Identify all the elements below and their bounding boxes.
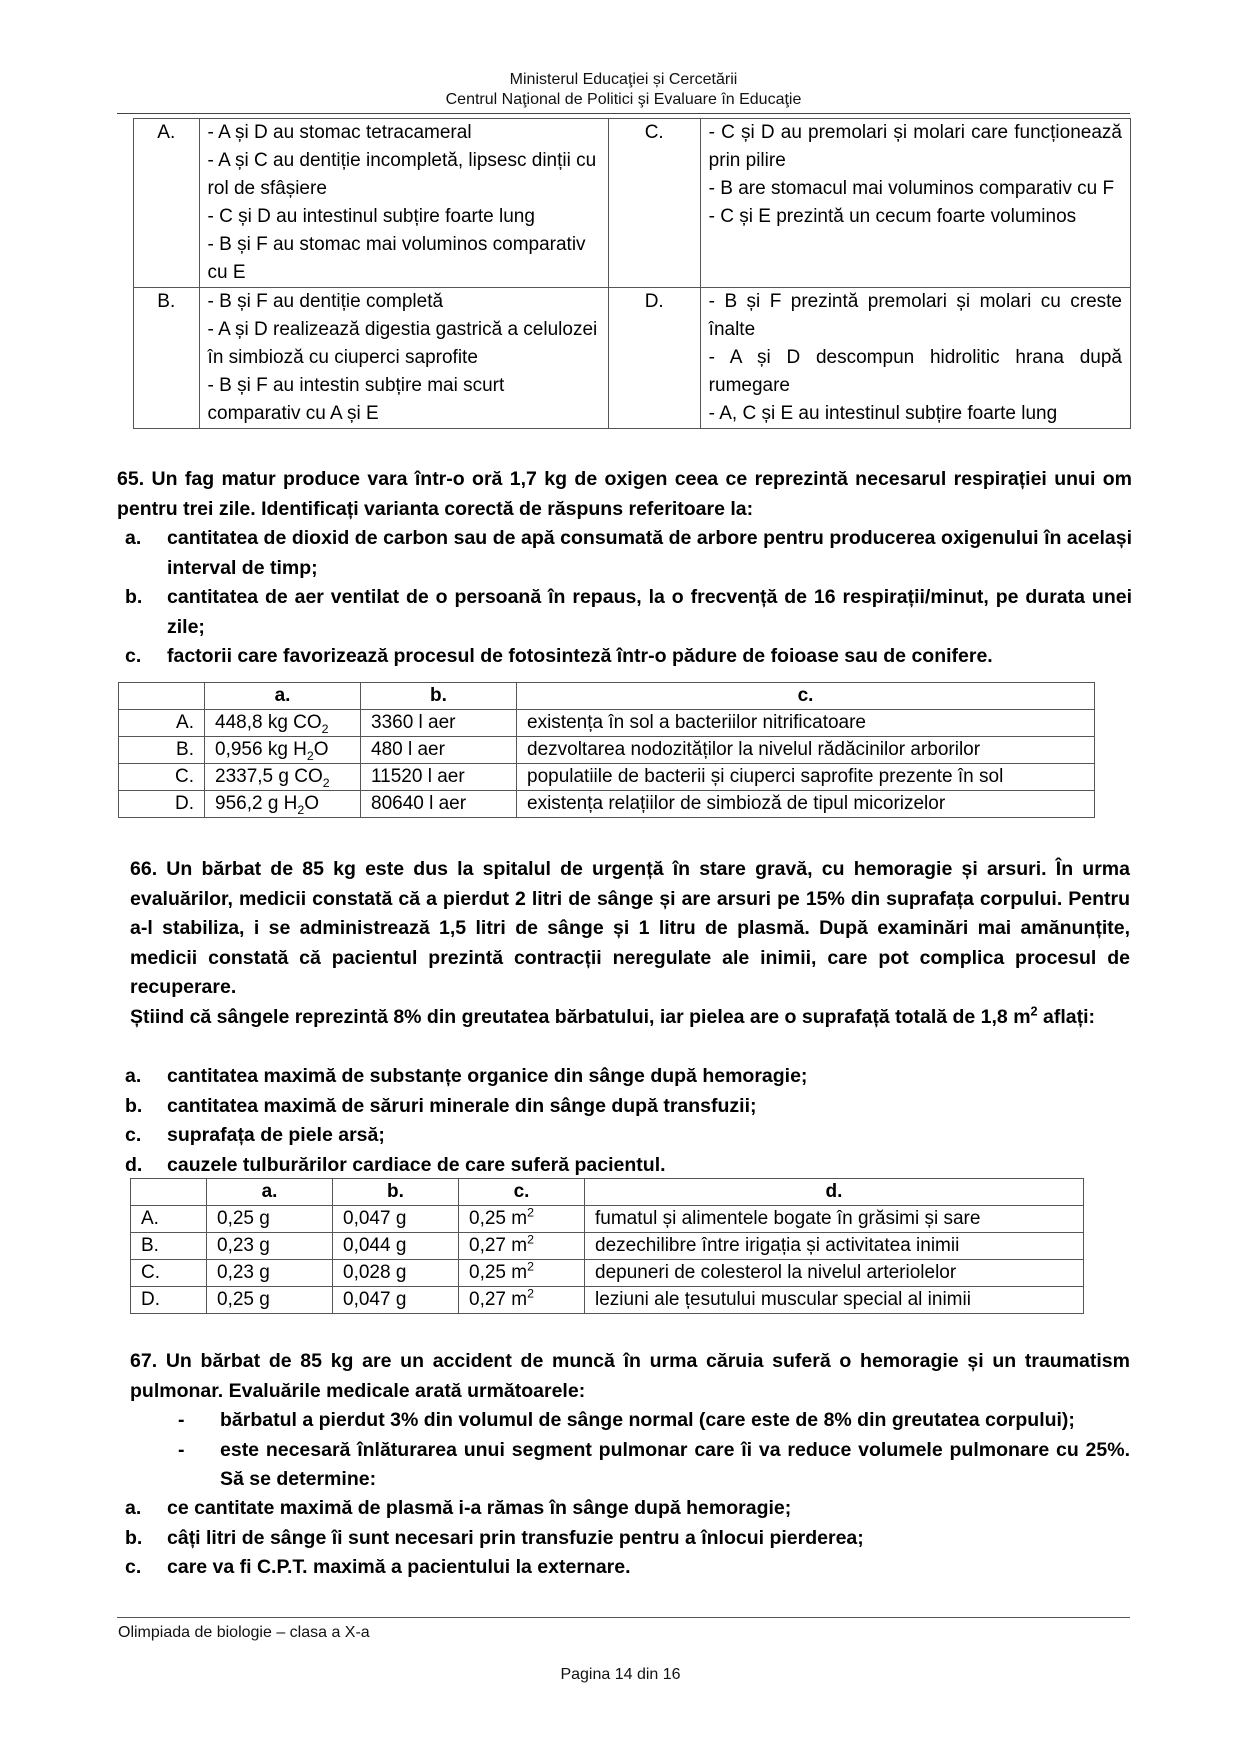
cell-a: 0,956 kg $H_2O$ (205, 737, 361, 764)
table-row (119, 764, 1095, 791)
question-stem: 66. Un bărbat de 85 kg este dus la spitalul de urgență în stare gravă, cu hemoragie și arsuri. În urma evaluărilor, medicii constată că a pierdut 2 litri de sânge și are arsuri pe 15% din suprafața corpului. Pentru a-l stabiliza, i se administrează 1,5 litri de sânge și 1 litru de plasmă. După examinări mai amănunțite, medicii constată că pacientul prezintă contracții neregulate ale inimii, care pot complica procesul de recuperare. (130, 858, 1130, 998)
table-row (131, 1260, 1084, 1287)
cell-b: 480 l aer (361, 737, 517, 764)
table-header-row (131, 1179, 1084, 1206)
question-item (117, 1553, 1132, 1583)
column-header: c. (517, 683, 1095, 710)
cell-c: 0,25 $m^2$ (459, 1260, 585, 1287)
table-row (134, 288, 1131, 429)
item-key: b. (125, 1094, 143, 1117)
cell-b: 0,047 g (333, 1287, 459, 1314)
item-text: cantitatea de aer ventilat de o persoană în repaus, la o frecvență de 16 respirații/minut, pe durata unei zile; (167, 586, 1132, 638)
column-header: c. (459, 1179, 585, 1206)
option-label: D. (608, 288, 700, 429)
item-text: ce cantitate maximă de plasmă i-a rămas în sânge după hemoragie; (167, 1497, 792, 1519)
option-text (700, 288, 1130, 429)
item-text: cantitatea de dioxid de carbon sau de apă consumată de arbore pentru producerea oxigenului în același interval de timp; (167, 527, 1132, 579)
cell-b: 0,028 g (333, 1260, 459, 1287)
cell-d: depuneri de colesterol la nivelul arteriolelor (585, 1260, 1084, 1287)
cell-c: existența în sol a bacteriilor nitrificatoare (517, 710, 1095, 737)
question-item (117, 1494, 1132, 1524)
option-line: - C și D au intestinul subțire foarte lung (207, 206, 535, 227)
option-line: - C și E prezintă un cecum foarte voluminos (708, 206, 1077, 227)
item-key: c. (125, 1124, 142, 1146)
bullet-text: este necesară înlăturarea unui segment pulmonar care îi va reduce volumele pulmonare cu 25%. Să se determine: (220, 1438, 1130, 1490)
question-item (117, 642, 1132, 672)
header-ministry: Ministerul Educaţiei și Cercetării (509, 71, 738, 88)
row-label: C. (119, 764, 205, 791)
question-item (117, 1524, 1132, 1554)
question-stem: 65. Un fag matur produce vara într-o oră 1,7 kg de oxigen ceea ce reprezintă necesarul respirației unui om pentru trei zile. Identificați varianta corectă de răspuns referitoare la: (117, 468, 1132, 520)
table-row (119, 710, 1095, 737)
option-text (199, 119, 608, 288)
cell-a: 0,25 g (207, 1206, 333, 1233)
item-text: factorii care favorizează procesul de fotosinteză într-o pădure de foioase sau de conifere. (167, 645, 993, 667)
row-label: B. (131, 1233, 207, 1260)
header-center: Centrul Naţional de Politici şi Evaluare în Educaţie (445, 91, 802, 108)
question-65 (117, 465, 1132, 672)
item-key: a. (125, 1065, 142, 1087)
question-item (117, 1151, 1132, 1181)
option-line: - A și D descompun hidrolitic hrana după rumegare (708, 347, 1122, 396)
row-label: C. (131, 1260, 207, 1287)
option-line: - B și F au intestin subțire mai scurt comparativ cu A și E (207, 375, 505, 424)
cell-d: dezechilibre între irigația și activitatea inimii (585, 1233, 1084, 1260)
option-line: - B și F au stomac mai voluminos comparativ cu E (207, 234, 586, 283)
table-row (134, 119, 1131, 288)
cell-c: existența relațiilor de simbioză de tipul micorizelor (517, 791, 1095, 818)
question-bullet (130, 1436, 1130, 1495)
item-key: c. (125, 645, 142, 667)
cell-b: 80640 l aer (361, 791, 517, 818)
option-text (199, 288, 608, 429)
cell-c: 0,25 $m^2$ (459, 1206, 585, 1233)
options-table (133, 118, 1131, 429)
cell-a: 0,25 g (207, 1287, 333, 1314)
table-row (131, 1287, 1084, 1314)
cell-a: 956,2 g $H_2O$ (205, 791, 361, 818)
row-label: D. (131, 1287, 207, 1314)
item-key: c. (125, 1556, 142, 1578)
option-label: B. (134, 288, 200, 429)
option-line: - A și D au stomac tetracameral (207, 122, 472, 143)
question-given: Știind că sângele reprezintă 8% din greutatea bărbatului, iar pielea are o suprafață totală de 1,8 $m^2$ aflați: (130, 1004, 1096, 1028)
item-text: cauzele tulburărilor cardiace de care suferă pacientul. (167, 1153, 666, 1176)
column-header: d. (585, 1179, 1084, 1206)
bullet-dash: - (178, 1438, 185, 1461)
question-66 (130, 855, 1130, 1032)
question-item (117, 1062, 1132, 1092)
cell-c: dezvoltarea nodozităților la nivelul rădăcinilor arborilor (517, 737, 1095, 764)
question-item (117, 524, 1132, 583)
cell-a: 0,23 g (207, 1233, 333, 1260)
page-header (117, 70, 1130, 110)
q65-answer-table (118, 682, 1095, 818)
item-key: a. (125, 1497, 142, 1519)
cell-a: 448,8 kg $CO_2$ (205, 710, 361, 737)
table-row (119, 791, 1095, 818)
column-header (131, 1179, 207, 1206)
cell-c: 0,27 $m^2$ (459, 1233, 585, 1260)
item-key: b. (125, 1526, 143, 1549)
row-label: D. (119, 791, 205, 818)
cell-c: populatiile de bacterii și ciuperci saprofite prezente în sol (517, 764, 1095, 791)
option-label: A. (134, 119, 200, 288)
item-text: cantitatea maximă de substanțe organice din sânge după hemoragie; (167, 1065, 808, 1087)
cell-a: 0,23 g (207, 1260, 333, 1287)
option-line: - B și F au dentiție completă (207, 291, 444, 312)
option-line: - B are stomacul mai voluminos comparativ cu F (708, 178, 1115, 199)
cell-a: 2337,5 g $CO_2$ (205, 764, 361, 791)
cell-b: 3360 l aer (361, 710, 517, 737)
option-line: - A, C și E au intestinul subțire foarte lung (708, 403, 1058, 424)
question-item (117, 1121, 1132, 1151)
bullet-text: bărbatul a pierdut 3% din volumul de sânge normal (care este de 8% din greutatea corpului); (220, 1409, 1075, 1431)
footer-title: Olimpiada de biologie – clasa a X-a (118, 1624, 370, 1641)
item-text: suprafața de piele arsă; (167, 1124, 385, 1146)
item-key: d. (125, 1153, 143, 1176)
cell-b: 0,047 g (333, 1206, 459, 1233)
table-row (119, 737, 1095, 764)
question-bullet (130, 1406, 1130, 1436)
bullet-dash: - (178, 1409, 185, 1431)
cell-d: leziuni ale țesutului muscular special al inimii (585, 1287, 1084, 1314)
item-key: b. (125, 586, 143, 608)
question-item (117, 1092, 1132, 1122)
footer-rule (117, 1617, 1130, 1618)
cell-b: 11520 l aer (361, 764, 517, 791)
item-key: a. (125, 527, 142, 549)
column-header: b. (333, 1179, 459, 1206)
row-label: B. (119, 737, 205, 764)
row-label: A. (131, 1206, 207, 1233)
cell-d: fumatul și alimentele bogate în grăsimi și sare (585, 1206, 1084, 1233)
question-67 (130, 1347, 1130, 1495)
table-row (131, 1206, 1084, 1233)
column-header: a. (207, 1179, 333, 1206)
table-row (131, 1233, 1084, 1260)
column-header: a. (205, 683, 361, 710)
item-text: cantitatea maximă de săruri minerale din sânge după transfuzii; (167, 1094, 757, 1117)
column-header (119, 683, 205, 710)
column-header: b. (361, 683, 517, 710)
option-text (700, 119, 1130, 288)
question-stem: 67. Un bărbat de 85 kg are un accident de muncă în urma căruia suferă o hemoragie și un traumatism pulmonar. Evaluările medicale arată următoarele: (130, 1350, 1130, 1402)
cell-b: 0,044 g (333, 1233, 459, 1260)
cell-c: 0,27 $m^2$ (459, 1287, 585, 1314)
question-66-items (117, 1062, 1132, 1180)
header-rule (117, 113, 1130, 114)
table-header-row (119, 683, 1095, 710)
q66-answer-table (130, 1178, 1084, 1314)
option-line: - A și C au dentiție incompletă, lipsesc dinții cu rol de sfâșiere (207, 150, 597, 199)
item-text: care va fi C.P.T. maximă a pacientului la externare. (167, 1556, 631, 1578)
option-line: - B și F prezintă premolari și molari cu creste înalte (708, 291, 1122, 340)
option-label: C. (608, 119, 700, 288)
option-line: - C și D au premolari și molari care funcționează prin pilire (708, 122, 1122, 171)
question-67-items (117, 1494, 1132, 1583)
item-text: câți litri de sânge îi sunt necesari prin transfuzie pentru a înlocui pierderea; (167, 1526, 864, 1549)
row-label: A. (119, 710, 205, 737)
question-item (117, 583, 1132, 642)
page-number: Pagina 14 din 16 (560, 1666, 681, 1683)
option-line: - A și D realizează digestia gastrică a celulozei în simbioză cu ciuperci saprofite (207, 319, 598, 368)
